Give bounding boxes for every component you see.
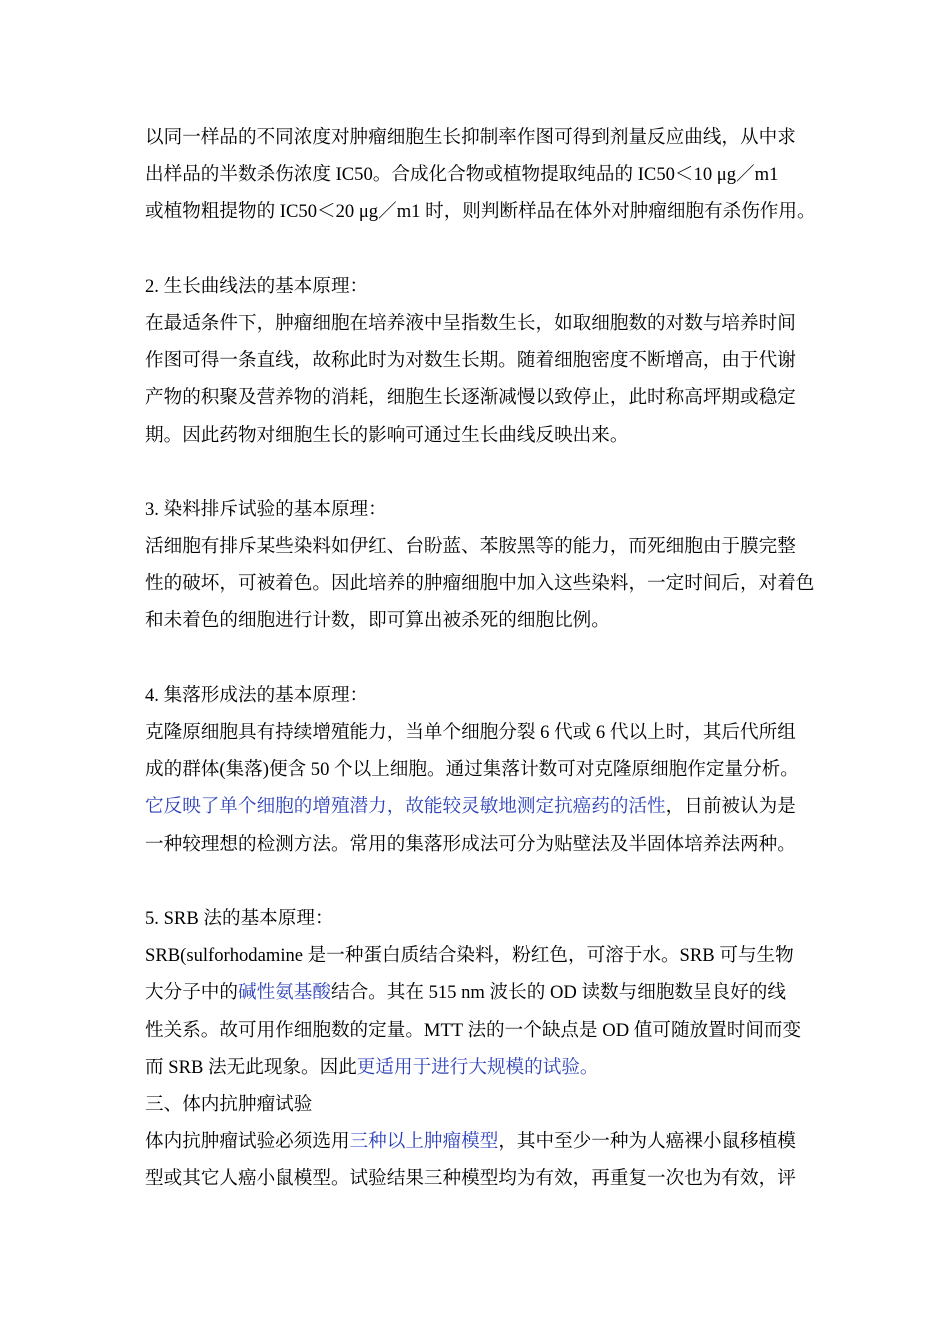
text-line bbox=[145, 1160, 817, 1197]
text-line bbox=[145, 119, 817, 156]
text-segment: 大分子中的 bbox=[145, 982, 238, 1004]
highlighted-text: 三种以上肿瘤模型 bbox=[349, 1131, 499, 1153]
text-segment: 型或其它人癌小鼠模型。试验结果三种模型均为有效，再重复一次也为有效，评 bbox=[145, 1168, 796, 1190]
text-segment: 作图可得一条直线，故称此时为对数生长期。随着细胞密度不断增高，由于代谢 bbox=[145, 350, 796, 372]
text-segment: 而 SRB 法无此现象。因此 bbox=[145, 1056, 357, 1078]
text-segment: 出样品的半数杀伤浓度 IC50。合成化合物或植物提取纯品的 IC50＜10 μg／m1 bbox=[145, 164, 779, 186]
text-line bbox=[145, 1012, 817, 1049]
text-line bbox=[145, 788, 817, 825]
text-segment: 2. 生长曲线法的基本原理： bbox=[145, 275, 369, 297]
text-segment: ，其中至少一种为人癌裸小鼠移植模 bbox=[498, 1131, 796, 1153]
text-segment: 成的群体(集落)便含 50 个以上细胞。通过集落计数可对克隆原细胞作定量分析。 bbox=[145, 759, 799, 781]
blank-line bbox=[145, 863, 817, 900]
text-segment: 克隆原细胞具有持续增殖能力，当单个细胞分裂 6 代或 6 代以上时，其后代所组 bbox=[145, 722, 796, 743]
text-line bbox=[145, 193, 817, 230]
text-line bbox=[145, 714, 817, 751]
blank-line bbox=[145, 454, 817, 491]
text-segment: 三、体内抗肿瘤试验 bbox=[145, 1093, 313, 1115]
text-line bbox=[145, 1049, 817, 1086]
text-segment: ，日前被认为是 bbox=[665, 796, 796, 818]
text-line bbox=[145, 156, 817, 193]
text-segment: 5. SRB 法的基本原理： bbox=[145, 907, 334, 929]
text-line bbox=[145, 751, 817, 788]
text-line bbox=[145, 417, 817, 454]
text-line bbox=[145, 268, 817, 305]
text-segment: SRB(sulforhodamine 是一种蛋白质结合染料，粉红色，可溶于水。SRB 可与生物 bbox=[145, 945, 794, 967]
text-line bbox=[145, 565, 817, 602]
text-line bbox=[145, 677, 817, 714]
text-segment: 4. 集落形成法的基本原理： bbox=[145, 684, 369, 706]
blank-line bbox=[145, 640, 817, 677]
text-segment: 和未着色的细胞进行计数，即可算出被杀死的细胞比例。 bbox=[145, 610, 610, 632]
text-line bbox=[145, 342, 817, 379]
text-line bbox=[145, 900, 817, 937]
text-segment: 期。因此药物对细胞生长的影响可通过生长曲线反映出来。 bbox=[145, 424, 629, 446]
text-line bbox=[145, 937, 817, 974]
text-line bbox=[145, 528, 817, 565]
text-segment: 一种较理想的检测方法。常用的集落形成法可分为贴壁法及半固体培养法两种。 bbox=[145, 833, 796, 855]
text-line bbox=[145, 602, 817, 639]
text-line bbox=[145, 1086, 817, 1123]
text-segment: 3. 染料排斥试验的基本原理： bbox=[145, 498, 387, 520]
text-segment: 以同一样品的不同浓度对肿瘤细胞生长抑制率作图可得到剂量反应曲线，从中求 bbox=[145, 127, 796, 148]
text-segment: 结合。其在 515 nm 波长的 OD 读数与细胞数呈良好的线 bbox=[330, 982, 786, 1004]
text-line bbox=[145, 826, 817, 863]
blank-line bbox=[145, 231, 817, 268]
document-body bbox=[145, 119, 817, 1197]
text-line bbox=[145, 379, 817, 416]
highlighted-text: 更适用于进行大规模的试验。 bbox=[356, 1056, 599, 1078]
highlighted-text: 碱性氨基酸 bbox=[237, 982, 331, 1004]
text-segment: 或植物粗提物的 IC50＜20 μg／m1 时，则判断样品在体外对肿瘤细胞有杀伤作用。 bbox=[145, 201, 816, 223]
text-segment: 体内抗肿瘤试验必须选用 bbox=[145, 1131, 350, 1153]
text-line bbox=[145, 491, 817, 528]
highlighted-text: 它反映了单个细胞的增殖潜力，故能较灵敏地测定抗癌药的活性 bbox=[145, 796, 666, 818]
text-segment: 性的破坏，可被着色。因此培养的肿瘤细胞中加入这些染料，一定时间后，对着色 bbox=[145, 573, 815, 595]
text-segment: 活细胞有排斥某些染料如伊红、台盼蓝、苯胺黑等的能力，而死细胞由于膜完整 bbox=[145, 536, 796, 558]
text-line bbox=[145, 305, 817, 342]
text-segment: 在最适条件下，肿瘤细胞在培养液中呈指数生长，如取细胞数的对数与培养时间 bbox=[145, 312, 796, 334]
text-line bbox=[145, 974, 817, 1011]
text-line bbox=[145, 1123, 817, 1160]
text-segment: 性关系。故可用作细胞数的定量。MTT 法的一个缺点是 OD 值可随放置时间而变 bbox=[145, 1019, 802, 1041]
text-segment: 产物的积聚及营养物的消耗，细胞生长逐渐减慢以致停止，此时称高坪期或稳定 bbox=[145, 387, 796, 409]
